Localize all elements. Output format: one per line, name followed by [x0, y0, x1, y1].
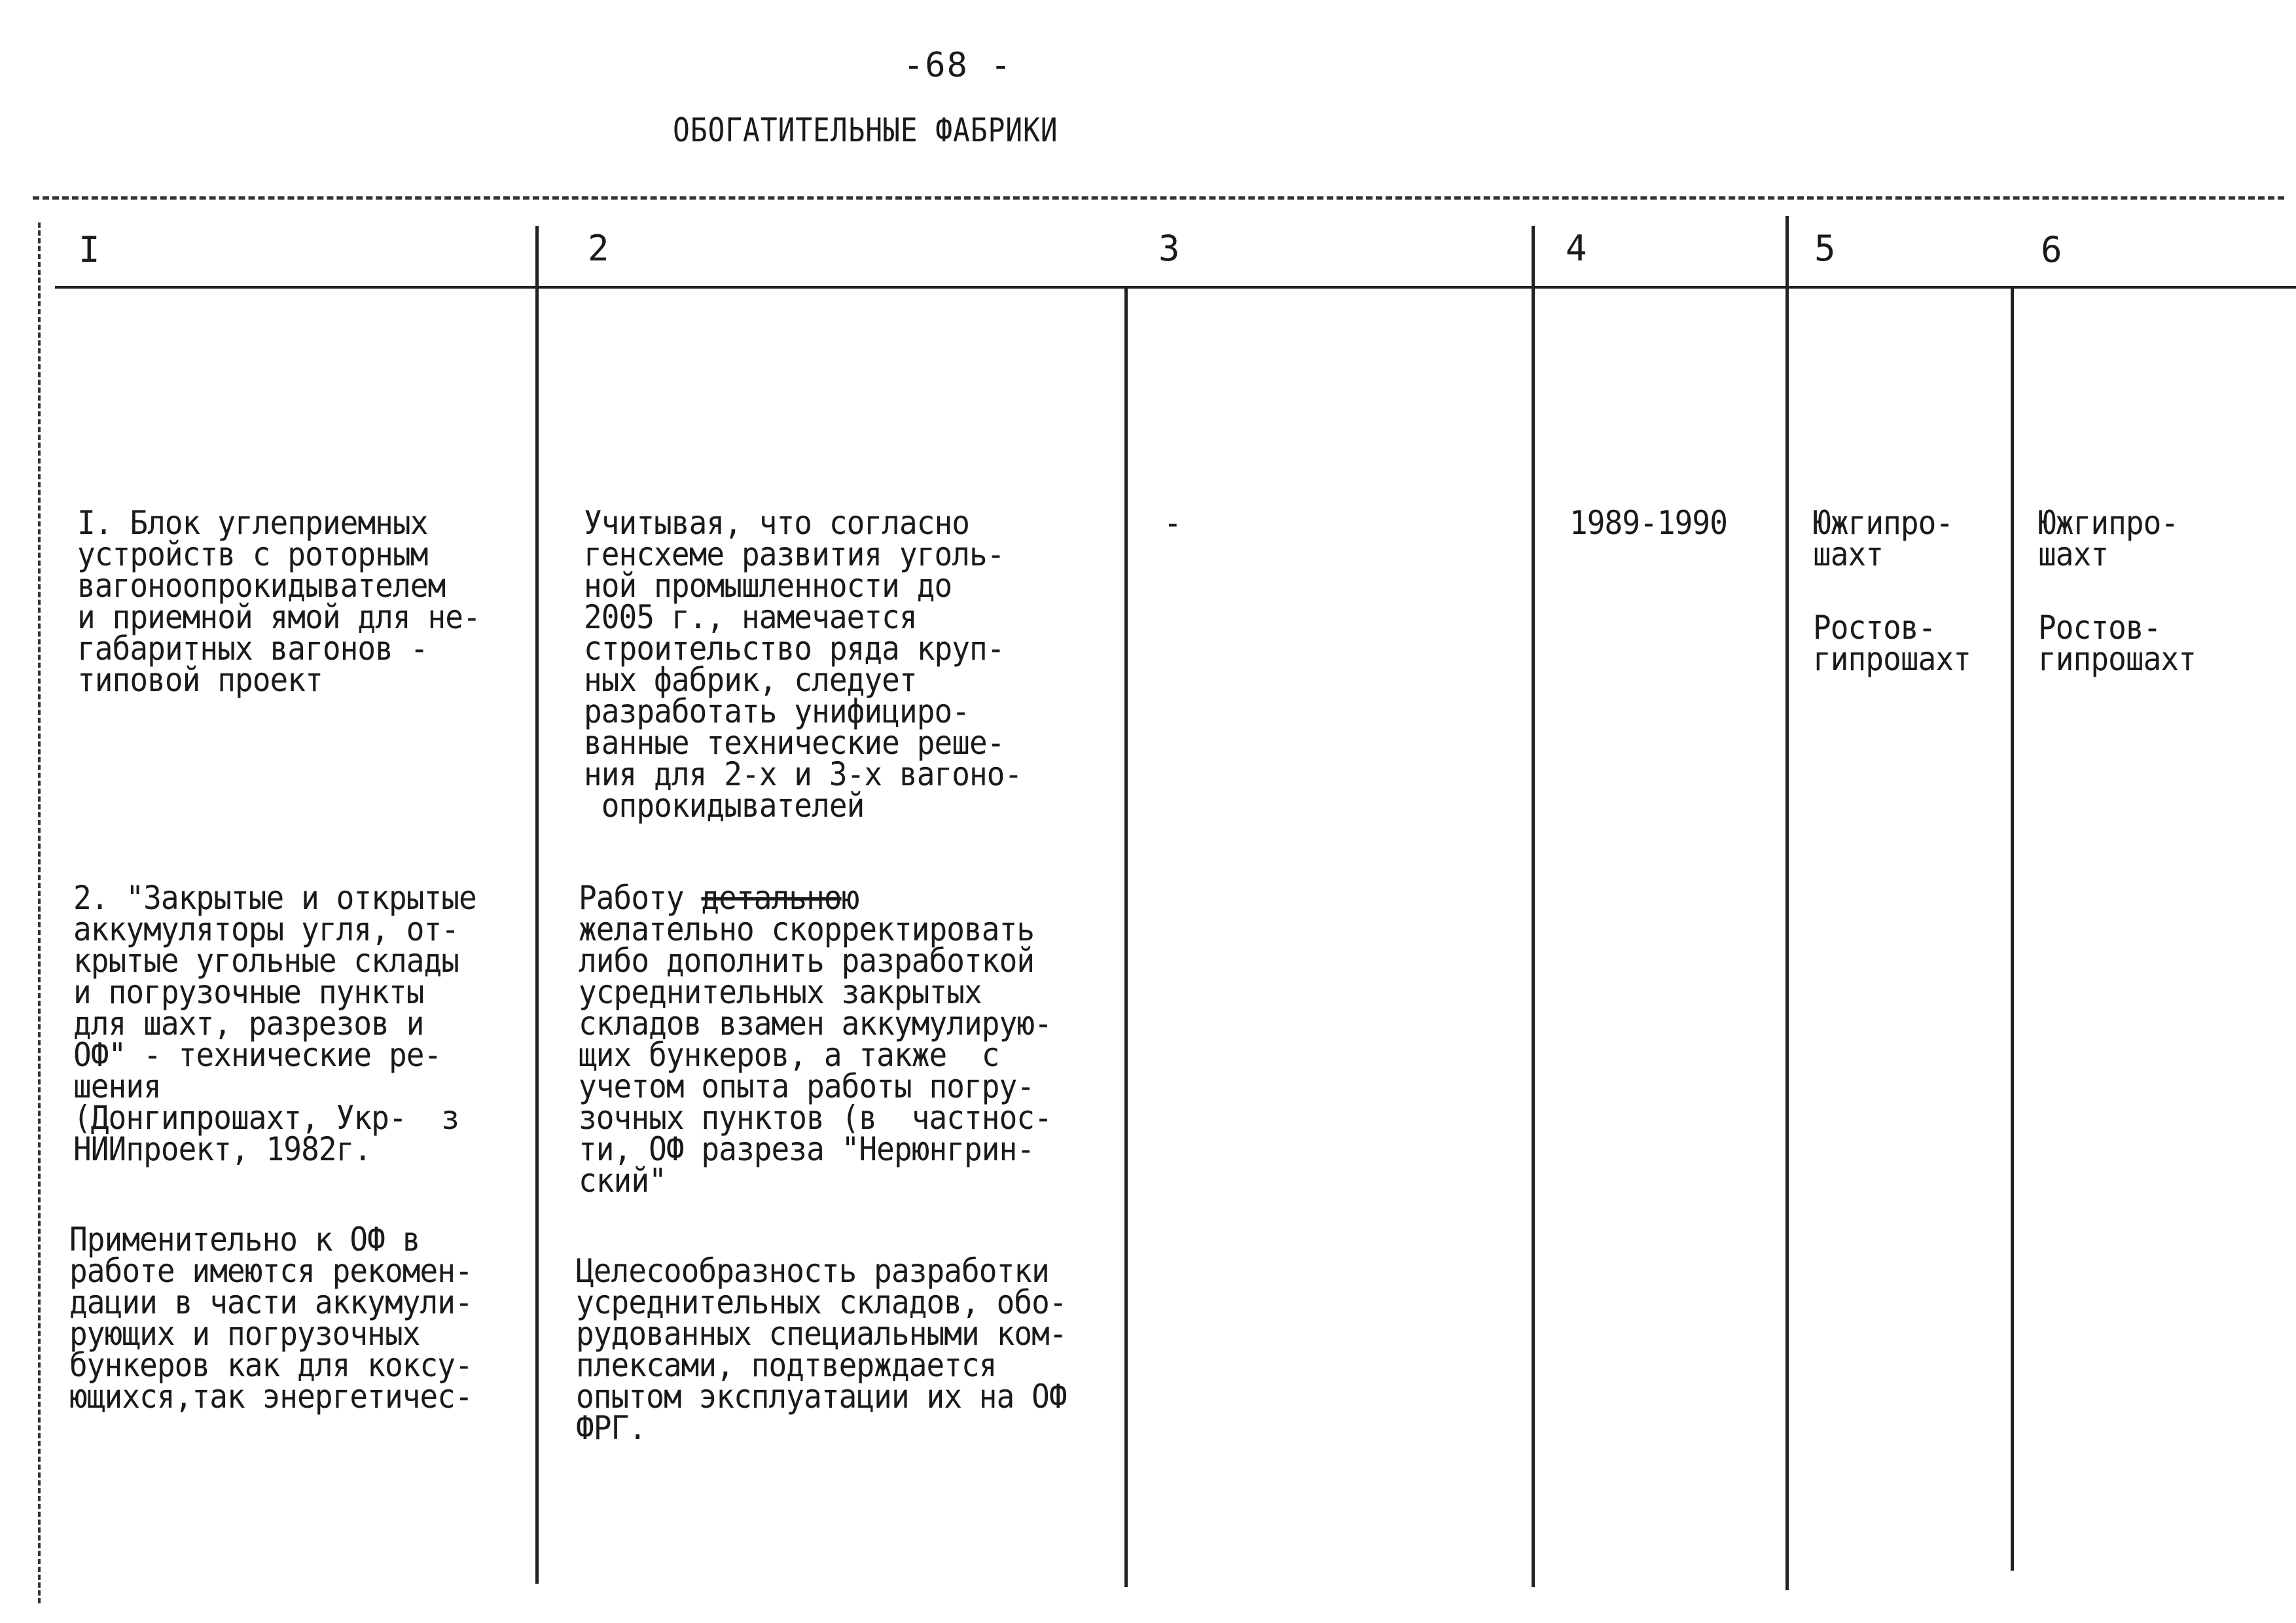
col-separator-2: [1124, 288, 1128, 1587]
row2-col1-note: Применительно к ОФ в работе имеются рекомен- дации в части аккумули- рующих и погрузочных бункеров как для коксу- ющихся,так энергетичес-: [69, 1221, 473, 1416]
page-title: ОБОГАТИТЕЛЬНЫЕ ФАБРИКИ: [673, 111, 1058, 149]
table-top-rule: [33, 196, 2284, 200]
header-col-6: 6: [2041, 229, 2062, 270]
row1-col6-org-1: Южгипро- шахт: [2038, 504, 2179, 573]
row1-col5-org-2: Ростов- гипрошахт: [1813, 609, 1971, 678]
col-separator-5: [2011, 288, 2014, 1571]
col-separator-1: [535, 226, 539, 1584]
col-separator-3: [1532, 226, 1535, 1587]
header-col-3: 3: [1158, 228, 1180, 269]
table-left-edge: [38, 223, 41, 1603]
row1-col2-note: Учитывая, что согласно генсхеме развития уголь- ной промышленности до 2005 г., намечается строительство ряда круп- ных фабрик, следует разработать унифициро- ванные технические реше- ния для 2-х и 3-х вагоно- опрокидывателей: [584, 504, 1022, 825]
row2-col2-struck-word: детально: [701, 879, 842, 917]
row1-col1-item: I. Блок углеприемных устройств с роторным вагоноопрокидывателем и приемной ямой для не- габаритных вагонов - типовой проект: [77, 504, 480, 699]
header-col-4: 4: [1566, 228, 1587, 269]
row1-col5-org-1: Южгипро- шахт: [1813, 504, 1954, 573]
row1-col6-org-2: Ростов- гипрошахт: [2038, 609, 2196, 678]
col-separator-4: [1785, 216, 1789, 1590]
row1-col4-period: 1989-1990: [1570, 504, 1727, 542]
page-number: -68 -: [903, 46, 1013, 85]
row2-col2-note: желательно скорректировать либо дополнить разработкой усреднительных закрытых складов взамен аккумулирую- щих бункеров, а также с учетом опыта работы погру- зочных пунктов (в частнос- ти, ОФ разреза "Нерюнгрин- ский": [579, 910, 1052, 1200]
row2-col2-tail: ю: [841, 879, 859, 917]
header-bottom-rule: [55, 286, 2296, 289]
row2-col2-lead: Работу: [579, 879, 702, 917]
row2-col2-lead-line: [579, 879, 859, 917]
row2-col2-note-2: Целесообразность разработки усреднительных складов, обо- рудованных специальными ком- плексами, подтверждается опытом эксплуатации их на ОФ ФРГ.: [576, 1252, 1067, 1447]
row1-col3-value: -: [1164, 504, 1181, 542]
header-col-1: I: [79, 229, 100, 270]
header-col-2: 2: [588, 228, 609, 269]
header-col-5: 5: [1814, 228, 1836, 269]
row2-col1-item: 2. "Закрытые и открытые аккумуляторы угля, от- крытые угольные склады и погрузочные пункты для шахт, разрезов и ОФ" - технические ре- шения (Донгипрошахт, Укр- з НИИпроект, 1982г.: [73, 879, 476, 1168]
